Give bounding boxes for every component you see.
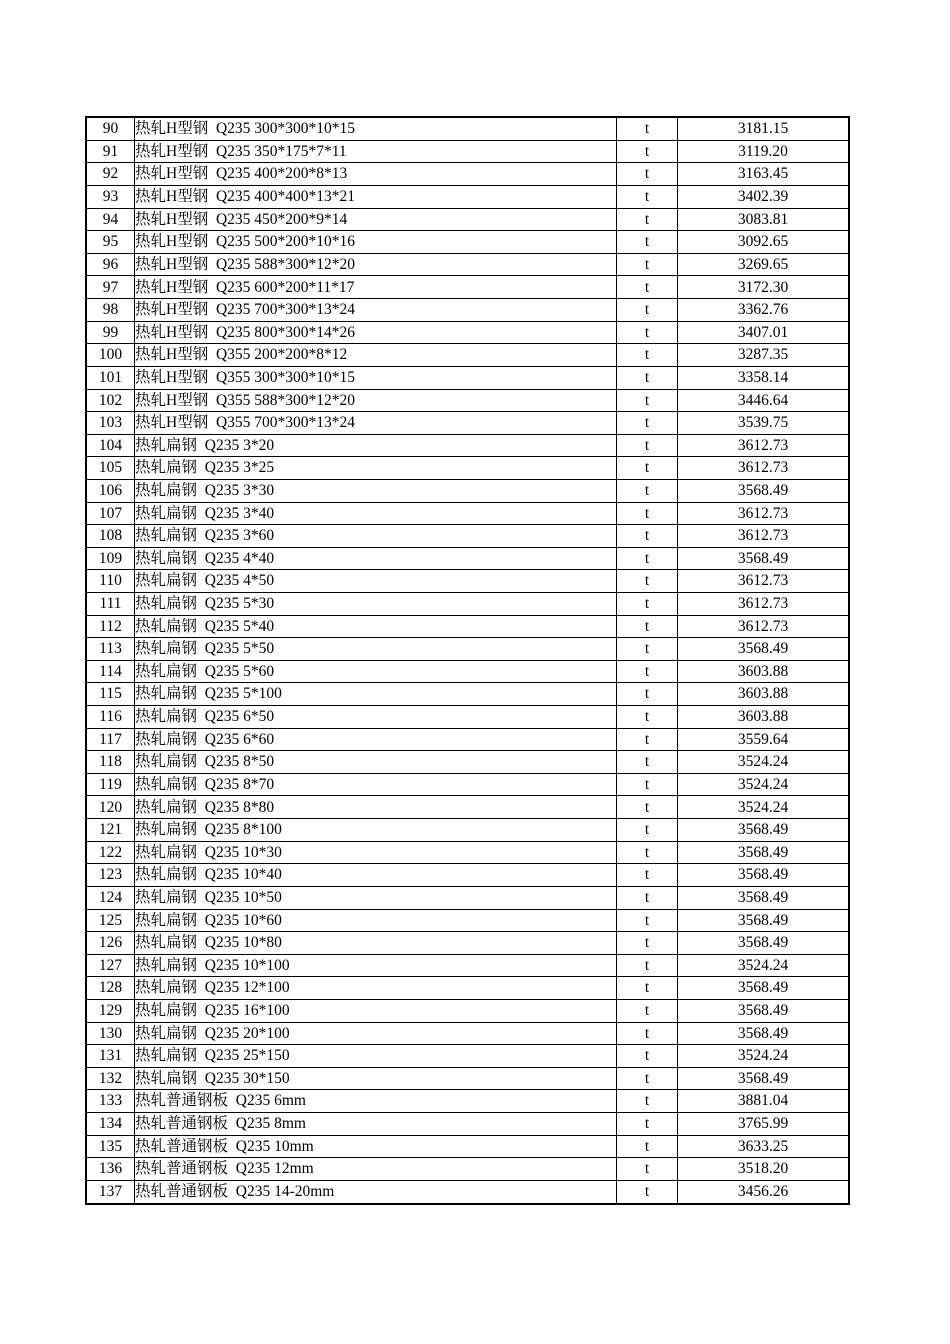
cell-unit: t	[617, 276, 678, 299]
table-row	[86, 547, 849, 570]
cell-index: 96	[86, 253, 135, 276]
cell-unit: t	[617, 570, 678, 593]
cell-description: 热轧扁钢 Q235 8*100	[135, 819, 617, 842]
cell-unit: t	[617, 1158, 678, 1181]
table-row	[86, 1022, 849, 1045]
cell-unit: t	[617, 344, 678, 367]
cell-unit: t	[617, 525, 678, 548]
table-row	[86, 751, 849, 774]
cell-price: 3119.20	[678, 140, 850, 163]
cell-description: 热轧H型钢 Q235 700*300*13*24	[135, 299, 617, 322]
cell-unit: t	[617, 321, 678, 344]
cell-description: 热轧扁钢 Q235 10*30	[135, 841, 617, 864]
cell-index: 118	[86, 751, 135, 774]
cell-description: 热轧扁钢 Q235 6*60	[135, 728, 617, 751]
cell-price: 3568.49	[678, 1022, 850, 1045]
cell-index: 125	[86, 909, 135, 932]
cell-price: 3358.14	[678, 366, 850, 389]
cell-unit: t	[617, 140, 678, 163]
cell-unit: t	[617, 299, 678, 322]
table-row	[86, 615, 849, 638]
table-row	[86, 321, 849, 344]
table-row	[86, 909, 849, 932]
table-row	[86, 1045, 849, 1068]
table-row	[86, 841, 849, 864]
table-row	[86, 117, 849, 140]
cell-unit: t	[617, 434, 678, 457]
cell-unit: t	[617, 1022, 678, 1045]
table-row	[86, 977, 849, 1000]
table-row	[86, 773, 849, 796]
cell-price: 3539.75	[678, 412, 850, 435]
table-row	[86, 434, 849, 457]
cell-index: 128	[86, 977, 135, 1000]
cell-unit: t	[617, 186, 678, 209]
cell-description: 热轧扁钢 Q235 3*20	[135, 434, 617, 457]
price-table-body	[86, 117, 849, 1204]
cell-description: 热轧扁钢 Q235 5*30	[135, 592, 617, 615]
table-row	[86, 479, 849, 502]
cell-price: 3524.24	[678, 773, 850, 796]
cell-description: 热轧扁钢 Q235 8*80	[135, 796, 617, 819]
cell-price: 3568.49	[678, 547, 850, 570]
cell-price: 3603.88	[678, 683, 850, 706]
cell-price: 3456.26	[678, 1180, 850, 1204]
cell-index: 136	[86, 1158, 135, 1181]
cell-unit: t	[617, 457, 678, 480]
cell-unit: t	[617, 479, 678, 502]
table-row	[86, 570, 849, 593]
cell-price: 3568.49	[678, 977, 850, 1000]
cell-index: 90	[86, 117, 135, 140]
cell-price: 3612.73	[678, 457, 850, 480]
cell-index: 126	[86, 932, 135, 955]
cell-description: 热轧H型钢 Q235 600*200*11*17	[135, 276, 617, 299]
cell-description: 热轧H型钢 Q355 200*200*8*12	[135, 344, 617, 367]
cell-unit: t	[617, 163, 678, 186]
cell-unit: t	[617, 728, 678, 751]
cell-price: 3568.49	[678, 841, 850, 864]
cell-description: 热轧扁钢 Q235 6*50	[135, 706, 617, 729]
cell-description: 热轧扁钢 Q235 4*40	[135, 547, 617, 570]
cell-index: 94	[86, 208, 135, 231]
cell-price: 3518.20	[678, 1158, 850, 1181]
table-row	[86, 457, 849, 480]
cell-price: 3446.64	[678, 389, 850, 412]
cell-index: 91	[86, 140, 135, 163]
table-row	[86, 1113, 849, 1136]
cell-unit: t	[617, 819, 678, 842]
cell-index: 115	[86, 683, 135, 706]
cell-index: 101	[86, 366, 135, 389]
cell-description: 热轧H型钢 Q355 700*300*13*24	[135, 412, 617, 435]
cell-index: 107	[86, 502, 135, 525]
cell-index: 93	[86, 186, 135, 209]
cell-price: 3568.49	[678, 932, 850, 955]
cell-price: 3568.49	[678, 1067, 850, 1090]
cell-description: 热轧扁钢 Q235 8*50	[135, 751, 617, 774]
cell-index: 100	[86, 344, 135, 367]
cell-description: 热轧扁钢 Q235 3*25	[135, 457, 617, 480]
cell-index: 127	[86, 954, 135, 977]
cell-price: 3568.49	[678, 479, 850, 502]
table-row	[86, 592, 849, 615]
cell-index: 92	[86, 163, 135, 186]
cell-unit: t	[617, 547, 678, 570]
table-row	[86, 208, 849, 231]
cell-index: 119	[86, 773, 135, 796]
cell-index: 117	[86, 728, 135, 751]
cell-unit: t	[617, 1113, 678, 1136]
cell-price: 3612.73	[678, 570, 850, 593]
table-row	[86, 728, 849, 751]
cell-unit: t	[617, 932, 678, 955]
cell-unit: t	[617, 117, 678, 140]
cell-description: 热轧H型钢 Q235 400*200*8*13	[135, 163, 617, 186]
cell-description: 热轧扁钢 Q235 16*100	[135, 999, 617, 1022]
cell-price: 3612.73	[678, 615, 850, 638]
cell-description: 热轧扁钢 Q235 3*30	[135, 479, 617, 502]
cell-price: 3612.73	[678, 592, 850, 615]
table-row	[86, 299, 849, 322]
table-row	[86, 276, 849, 299]
cell-unit: t	[617, 502, 678, 525]
cell-unit: t	[617, 886, 678, 909]
cell-unit: t	[617, 366, 678, 389]
cell-description: 热轧扁钢 Q235 10*80	[135, 932, 617, 955]
cell-unit: t	[617, 592, 678, 615]
table-row	[86, 412, 849, 435]
cell-price: 3568.49	[678, 909, 850, 932]
table-row	[86, 1090, 849, 1113]
cell-unit: t	[617, 977, 678, 1000]
cell-index: 97	[86, 276, 135, 299]
cell-description: 热轧H型钢 Q235 588*300*12*20	[135, 253, 617, 276]
cell-price: 3568.49	[678, 864, 850, 887]
cell-unit: t	[617, 208, 678, 231]
cell-price: 3524.24	[678, 796, 850, 819]
cell-unit: t	[617, 615, 678, 638]
cell-description: 热轧扁钢 Q235 5*50	[135, 638, 617, 661]
table-row	[86, 660, 849, 683]
cell-index: 112	[86, 615, 135, 638]
cell-unit: t	[617, 864, 678, 887]
cell-unit: t	[617, 796, 678, 819]
cell-index: 105	[86, 457, 135, 480]
cell-index: 131	[86, 1045, 135, 1068]
table-row	[86, 864, 849, 887]
table-row	[86, 683, 849, 706]
cell-description: 热轧H型钢 Q235 500*200*10*16	[135, 231, 617, 254]
cell-price: 3633.25	[678, 1135, 850, 1158]
cell-unit: t	[617, 231, 678, 254]
cell-index: 95	[86, 231, 135, 254]
cell-price: 3092.65	[678, 231, 850, 254]
cell-description: 热轧普通钢板 Q235 8mm	[135, 1113, 617, 1136]
cell-price: 3524.24	[678, 954, 850, 977]
cell-description: 热轧H型钢 Q355 300*300*10*15	[135, 366, 617, 389]
cell-index: 108	[86, 525, 135, 548]
cell-unit: t	[617, 412, 678, 435]
table-row	[86, 796, 849, 819]
cell-index: 123	[86, 864, 135, 887]
table-row	[86, 502, 849, 525]
cell-index: 102	[86, 389, 135, 412]
document-page	[85, 116, 850, 1205]
cell-unit: t	[617, 1090, 678, 1113]
cell-unit: t	[617, 773, 678, 796]
cell-unit: t	[617, 706, 678, 729]
table-row	[86, 253, 849, 276]
cell-price: 3083.81	[678, 208, 850, 231]
cell-price: 3362.76	[678, 299, 850, 322]
cell-description: 热轧H型钢 Q235 400*400*13*21	[135, 186, 617, 209]
cell-price: 3612.73	[678, 525, 850, 548]
cell-unit: t	[617, 841, 678, 864]
table-row	[86, 1180, 849, 1204]
cell-description: 热轧H型钢 Q235 450*200*9*14	[135, 208, 617, 231]
cell-unit: t	[617, 660, 678, 683]
table-row	[86, 932, 849, 955]
cell-unit: t	[617, 1067, 678, 1090]
cell-unit: t	[617, 954, 678, 977]
cell-index: 135	[86, 1135, 135, 1158]
table-row	[86, 886, 849, 909]
table-row	[86, 954, 849, 977]
cell-description: 热轧H型钢 Q355 588*300*12*20	[135, 389, 617, 412]
table-row	[86, 525, 849, 548]
cell-unit: t	[617, 1045, 678, 1068]
cell-description: 热轧扁钢 Q235 3*60	[135, 525, 617, 548]
table-row	[86, 140, 849, 163]
cell-index: 110	[86, 570, 135, 593]
cell-index: 104	[86, 434, 135, 457]
cell-index: 129	[86, 999, 135, 1022]
cell-price: 3287.35	[678, 344, 850, 367]
cell-index: 111	[86, 592, 135, 615]
cell-description: 热轧扁钢 Q235 12*100	[135, 977, 617, 1000]
cell-description: 热轧扁钢 Q235 25*150	[135, 1045, 617, 1068]
steel-price-table	[85, 116, 850, 1205]
cell-description: 热轧扁钢 Q235 4*50	[135, 570, 617, 593]
cell-description: 热轧扁钢 Q235 30*150	[135, 1067, 617, 1090]
cell-unit: t	[617, 751, 678, 774]
cell-price: 3181.15	[678, 117, 850, 140]
cell-price: 3612.73	[678, 434, 850, 457]
cell-description: 热轧扁钢 Q235 10*50	[135, 886, 617, 909]
cell-index: 122	[86, 841, 135, 864]
cell-price: 3765.99	[678, 1113, 850, 1136]
cell-index: 114	[86, 660, 135, 683]
table-row	[86, 186, 849, 209]
cell-price: 3568.49	[678, 638, 850, 661]
table-row	[86, 389, 849, 412]
cell-description: 热轧H型钢 Q235 300*300*10*15	[135, 117, 617, 140]
cell-index: 132	[86, 1067, 135, 1090]
cell-unit: t	[617, 999, 678, 1022]
cell-price: 3524.24	[678, 1045, 850, 1068]
cell-description: 热轧扁钢 Q235 20*100	[135, 1022, 617, 1045]
cell-index: 98	[86, 299, 135, 322]
cell-index: 106	[86, 479, 135, 502]
cell-price: 3568.49	[678, 886, 850, 909]
cell-index: 130	[86, 1022, 135, 1045]
cell-description: 热轧扁钢 Q235 5*60	[135, 660, 617, 683]
cell-description: 热轧扁钢 Q235 3*40	[135, 502, 617, 525]
cell-index: 116	[86, 706, 135, 729]
cell-unit: t	[617, 909, 678, 932]
cell-description: 热轧普通钢板 Q235 12mm	[135, 1158, 617, 1181]
cell-price: 3269.65	[678, 253, 850, 276]
table-row	[86, 366, 849, 389]
cell-price: 3163.45	[678, 163, 850, 186]
cell-unit: t	[617, 389, 678, 412]
cell-price: 3524.24	[678, 751, 850, 774]
cell-index: 121	[86, 819, 135, 842]
table-row	[86, 1067, 849, 1090]
cell-description: 热轧H型钢 Q235 350*175*7*11	[135, 140, 617, 163]
cell-unit: t	[617, 638, 678, 661]
cell-description: 热轧扁钢 Q235 10*100	[135, 954, 617, 977]
table-row	[86, 163, 849, 186]
cell-index: 113	[86, 638, 135, 661]
table-row	[86, 231, 849, 254]
table-row	[86, 706, 849, 729]
table-row	[86, 819, 849, 842]
table-row	[86, 638, 849, 661]
cell-price: 3603.88	[678, 660, 850, 683]
cell-price: 3172.30	[678, 276, 850, 299]
cell-description: 热轧扁钢 Q235 10*40	[135, 864, 617, 887]
cell-description: 热轧扁钢 Q235 10*60	[135, 909, 617, 932]
cell-index: 120	[86, 796, 135, 819]
cell-unit: t	[617, 1135, 678, 1158]
cell-index: 133	[86, 1090, 135, 1113]
cell-unit: t	[617, 253, 678, 276]
table-row	[86, 1158, 849, 1181]
cell-description: 热轧H型钢 Q235 800*300*14*26	[135, 321, 617, 344]
cell-price: 3559.64	[678, 728, 850, 751]
cell-price: 3407.01	[678, 321, 850, 344]
cell-price: 3568.49	[678, 819, 850, 842]
cell-price: 3568.49	[678, 999, 850, 1022]
cell-description: 热轧扁钢 Q235 8*70	[135, 773, 617, 796]
cell-index: 109	[86, 547, 135, 570]
cell-index: 103	[86, 412, 135, 435]
cell-index: 137	[86, 1180, 135, 1204]
cell-unit: t	[617, 683, 678, 706]
cell-description: 热轧普通钢板 Q235 6mm	[135, 1090, 617, 1113]
cell-price: 3402.39	[678, 186, 850, 209]
table-row	[86, 344, 849, 367]
table-row	[86, 1135, 849, 1158]
cell-unit: t	[617, 1180, 678, 1204]
cell-description: 热轧扁钢 Q235 5*40	[135, 615, 617, 638]
cell-description: 热轧扁钢 Q235 5*100	[135, 683, 617, 706]
cell-price: 3612.73	[678, 502, 850, 525]
cell-price: 3881.04	[678, 1090, 850, 1113]
table-row	[86, 999, 849, 1022]
cell-index: 134	[86, 1113, 135, 1136]
cell-index: 124	[86, 886, 135, 909]
cell-description: 热轧普通钢板 Q235 14-20mm	[135, 1180, 617, 1204]
cell-index: 99	[86, 321, 135, 344]
cell-price: 3603.88	[678, 706, 850, 729]
cell-description: 热轧普通钢板 Q235 10mm	[135, 1135, 617, 1158]
